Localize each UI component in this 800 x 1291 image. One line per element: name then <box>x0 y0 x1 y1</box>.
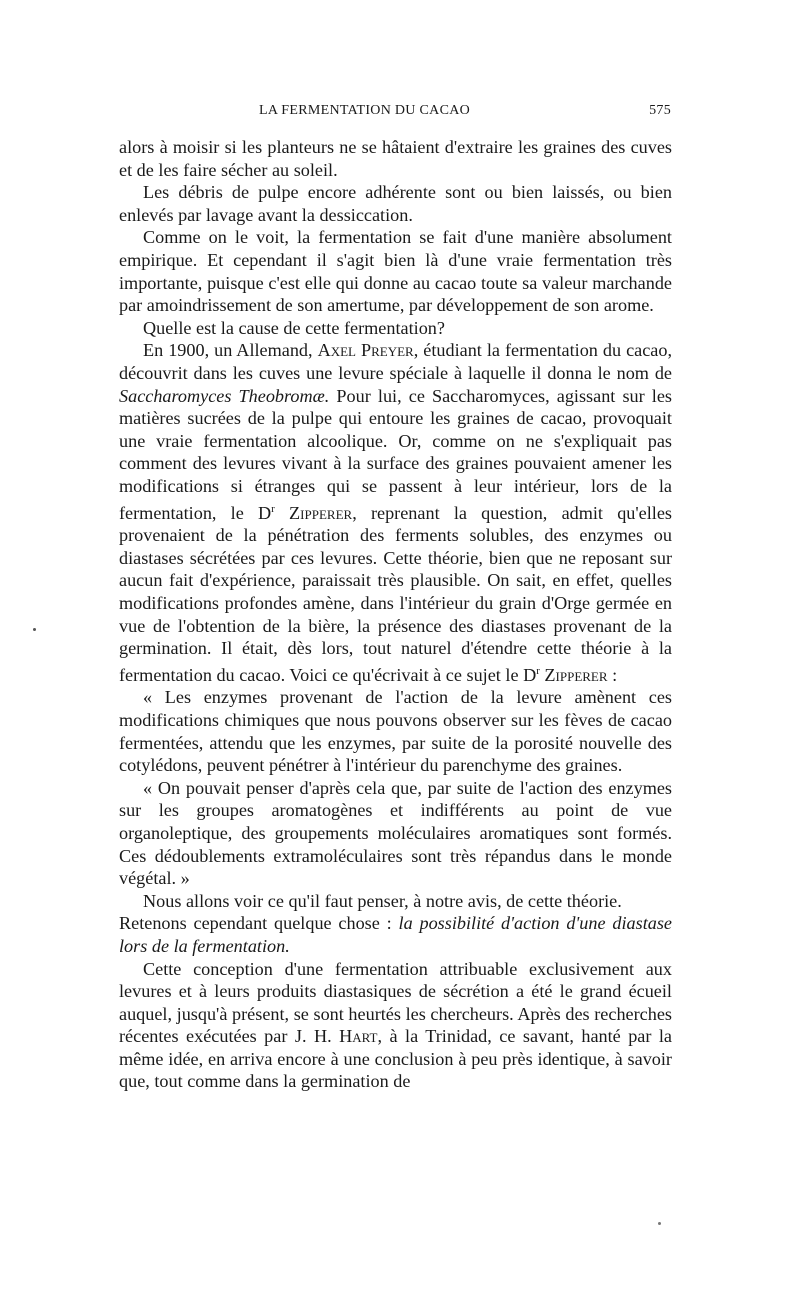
paragraph-10 <box>119 958 672 1094</box>
running-title: LA FERMENTATION DU CACAO <box>259 103 471 118</box>
body-text <box>119 136 672 1093</box>
paragraph-9 <box>119 912 672 957</box>
author-name-zipperer: Zipperer <box>274 502 353 523</box>
p5-text-c: Pour lui, ce Saccharomyces, agissant sur les matières sucrées de la pulpe qui entoure les graines de cacao, provoquait une vraie fermentation alcoolique. Or, comme on ne s'expliquait pas comment des levures vivant à la surface des graines pouvaient amener les modifications si étranges qui se passent à leur intérieur, lors de la fermentation, le D <box>119 385 672 523</box>
page-number: 575 <box>649 103 671 118</box>
paragraph-4: Quelle est la cause de cette fermentation? <box>143 317 445 338</box>
p5-text-a: En 1900, un Allemand, <box>143 340 318 361</box>
author-name-preyer: Axel Preyer <box>317 340 414 361</box>
p5-text-e: : <box>607 664 618 685</box>
author-name-hart: Hart <box>339 1026 378 1047</box>
emphasized-phrase: la possibilité d'action d'une diastase lors de la fermentation. <box>119 913 672 956</box>
p10-text-b: , à la Trinidad, ce savant, hanté par la même idée, en arriva encore à une conclusion à peu près identique, à savoir que, tout comme dans la germination de <box>119 1026 673 1092</box>
paragraph-8: Nous allons voir ce qu'il faut penser, à notre avis, de cette théorie. <box>143 890 622 911</box>
paragraph-5 <box>119 339 672 686</box>
paragraph-2: Les débris de pulpe encore adhérente sont ou bien laissés, ou bien enlevés par lavage avant la dessiccation. <box>119 182 672 225</box>
species-name: Saccharomyces Theobromæ. <box>119 385 330 406</box>
p10-text-a: Cette conception d'une fermentation attribuable exclusivement aux levures et à leurs produits diastasiques de sécrétion a été le grand écueil auquel, jusqu'à présent, se sont heurtés les chercheurs. Après des recherches récentes exécutées par J. H. <box>119 958 672 1047</box>
scan-speck <box>33 628 36 631</box>
p5-text-b: , étudiant la fermentation du cacao, découvrit dans les cuves une levure spéciale à laquelle il donna le nom de <box>119 340 673 383</box>
scan-speck <box>658 1222 661 1225</box>
doctor-superscript: r <box>271 502 275 515</box>
p5-text-d: , reprenant la question, admit qu'elles provenaient de la pénétration des ferments solubles, des enzymes ou diastases sécrétées par ces levures. Cette théorie, bien que ne reposant sur aucun fait d'expérience, paraissait très plausible. On sait, en effet, quelles modifications profondes amène, dans l'intérieur du grain d'Orge germée en vue de l'obtention de la bière, la présence des diastases provenant de la germination. Il était, dès lors, tout naturel d'étendre cette théorie à la fermentation du cacao. Voici ce qu'écrivait à ce sujet le D <box>119 502 672 685</box>
p9-text-a: Retenons cependant quelque chose : <box>119 913 399 934</box>
quote-paragraph-1: « Les enzymes provenant de l'action de la levure amènent ces modifications chimiques que nous pouvons observer sur les fèves de cacao fermentées, attendu que les enzymes, par suite de la porosité nouvelle des cotylédons, peuvent pénétrer à l'intérieur du parenchyme des graines. <box>119 687 672 776</box>
paragraph-3: Comme on le voit, la fermentation se fait d'une manière absolument empirique. Et cependant il s'agit bien là d'une vraie fermentation très importante, puisque c'est elle qui donne au cacao toute sa valeur marchande par amoindrissement de son amertume, par développement de son arome. <box>119 227 672 316</box>
quote-paragraph-2: « On pouvait penser d'après cela que, par suite de l'action des enzymes sur les groupes aromatogènes et indifférents au point de vue organoleptique, des groupements moléculaires aromatiques sont formés. Ces dédoublements extramoléculaires sont très répandus dans le monde végétal. » <box>119 777 672 889</box>
doctor-superscript: r <box>536 664 540 677</box>
author-name-zipperer: Zipperer <box>539 664 608 685</box>
paragraph-1: alors à moisir si les planteurs ne se hâtaient d'extraire les graines des cuves et de les faire sécher au soleil. <box>119 137 672 180</box>
